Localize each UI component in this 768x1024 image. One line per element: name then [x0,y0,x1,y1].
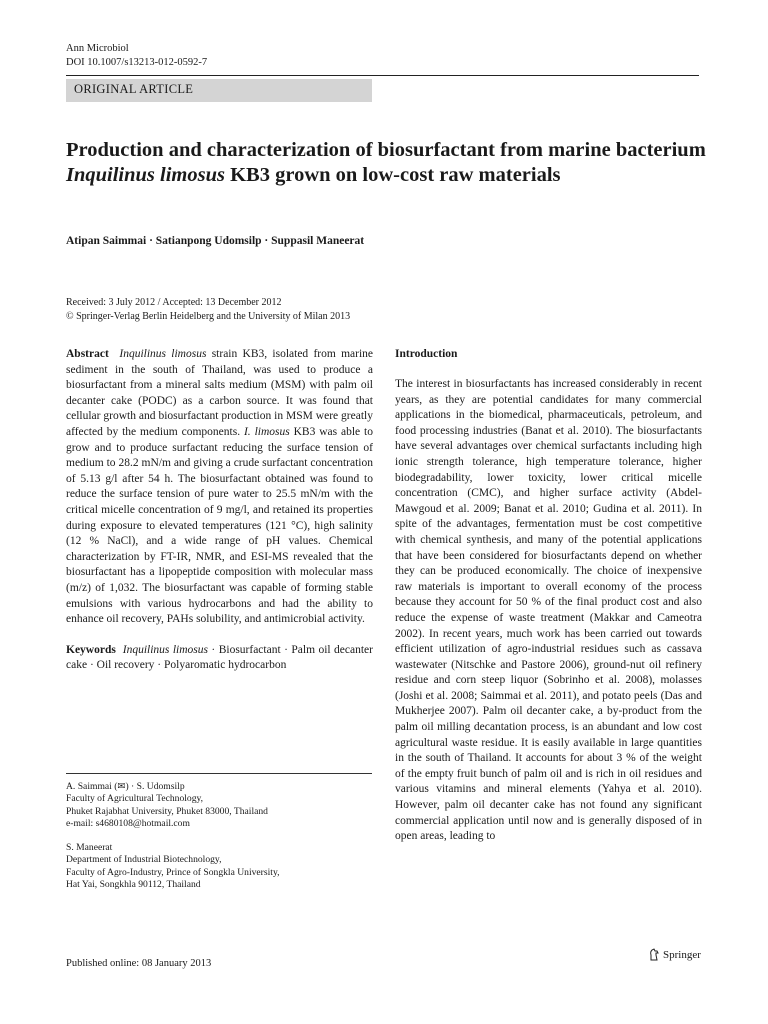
abstract-column [66,347,373,674]
doi[interactable]: DOI 10.1007/s13213-012-0592-7 [66,57,208,68]
abstract-species: Inquilinus limosus [119,348,207,360]
keywords-label: Keywords [66,643,116,656]
article-title [66,138,706,188]
article-type: ORIGINAL ARTICLE [74,82,194,96]
introduction-body: The interest in biosurfactants has increased considerably in recent years, as they are potential candidates for many commercial applications in the biomedical, pharmaceuticals, petroleum, and food processing industries (Banat et al. 2010). The biosurfactants have several advantages over chemical surfactants including high ionic strength tolerance, high temperature tolerance, higher biodegradability, lower toxicity, lower critical micelle concentration (CMC), and higher surface activity (Abdel-Mawgoud et al. 2009; Banat et al. 2010; Gudina et al. 2011). In spite of the advantages, fermentation must be cost competitive with chemical synthesis, and many of the potential applications that have been considered for biosurfactants depend on whether they can be produced economically. The choice of inexpensive raw materials is important to overall economy of the process because they account for 50 % of the final product cost and also reduce the expense of waste treatment (Makkar and Cameotra 2002). In recent years, much work has been carried out towards efficient utilization of agro-industrial residues such as cassava wastewater (Nitschke and Pastore 2006), ground-nut oil refinery residue and corn steep liquor (Sobrinho et al. 2008), molasses (Joshi et al. 2008; Saimmai et al. 2011), and potato peels (Das and Mukherjee 2007). Palm oil decanter cake, a by-product from the palm oil milling decantation process, is an abundant and low cost agricultural waste residue. It is easily available in large quantities in the south of Thailand. It accounts for about 3 % of the weight of the empty fruit bunch of palm oil and is rich in oil residues and various vitamins and mineral elements (Yahya et al. 2010). However, palm oil decanter cake has not found any significant commercial application until now and is generally disposed of in open areas, leading to [395,378,702,843]
title-part1: Production and characterization of biosurfactant from marine bacterium [66,139,706,161]
abstract [66,347,373,628]
affiliation-line: Faculty of Agricultural Technology, [66,793,204,805]
affiliation-line: S. Maneerat [66,842,113,853]
authors: Atipan Saimmai · Satianpong Udomsilp · Suppasil Maneerat [66,235,365,247]
article-type-banner [66,79,372,102]
keywords [66,643,373,674]
affiliation-line: Hat Yai, Songkhla 90112, Thailand [66,879,201,891]
affiliation-line: Department of Industrial Biotechnology, [66,854,222,866]
published-online: Published online: 08 January 2013 [66,958,212,969]
affiliation-2 [66,842,372,892]
abstract-label: Abstract [66,348,109,360]
affiliation-line: Phuket Rajabhat University, Phuket 83000, Thailand [66,805,268,817]
footnote-rule [66,773,372,774]
header-rule [66,75,699,76]
abstract-species-short: I. limosus [243,425,290,438]
affiliation-line: A. Saimmai (✉) · S. Udomsilp [66,781,185,792]
keyword-first: Inquilinus limosus [122,643,208,656]
introduction-heading: Introduction [395,348,458,360]
publisher-logo[interactable] [648,948,701,961]
title-species: Inquilinus limosus [66,164,225,186]
abstract-text-b: KB3 was able to grow and to produce surfactant reducing the surface tension of medium to 28.2 mN/m and giving a crude surfactant concentration of 5.13 g/l after 54 h. The biosurfactant obtained was found to reduce the surface tension of pure water to 25.5 mN/m with the critical micelle concentration of 9 mg/l, and retained its properties during exposure to elevated temperatures (121 °C), high salinity (12 % NaCl), and a wide range of pH values. Chemical characterization by FT-IR, NMR, and ESI-MS revealed that the biosurfactant has a lipopeptide composition with molecular mass (m/z) of 1,032. The biosurfactant was capable of forming stable emulsions with various hydrocarbons and had the ability to enhance oil recovery, PAHs solubility, and antimicrobial activity. [66,425,373,626]
publisher-name: Springer [663,948,701,961]
abstract-text-a: strain KB3, isolated from marine sediment in the south of Thailand, was used to produce a biosurfactant from a mineral salts medium (MSM) with palm oil decanter cake (PODC) as a carbon source. It was found that cellular growth and biosurfactant production in MSM were greatly affected by the medium components. [66,348,373,438]
affiliation-line: Faculty of Agro-Industry, Prince of Songkla University, [66,866,280,878]
title-part2: KB3 grown on low-cost raw materials [224,164,561,186]
keywords-rest: · Biosurfactant · Palm oil decanter cake · Oil recovery · Polyaromatic hydrocarbon [66,643,373,672]
article-dates [66,296,350,323]
affiliation-1 [66,781,372,831]
copyright: © Springer-Verlag Berlin Heidelberg and the University of Milan 2013 [66,310,351,322]
affiliation-email[interactable]: e-mail: s4680108@hotmail.com [66,818,190,830]
springer-horse-icon [648,948,660,961]
journal-name: Ann Microbiol [66,43,129,54]
journal-header [66,42,207,70]
received-accepted: Received: 3 July 2012 / Accepted: 13 December 2012 [66,297,282,308]
